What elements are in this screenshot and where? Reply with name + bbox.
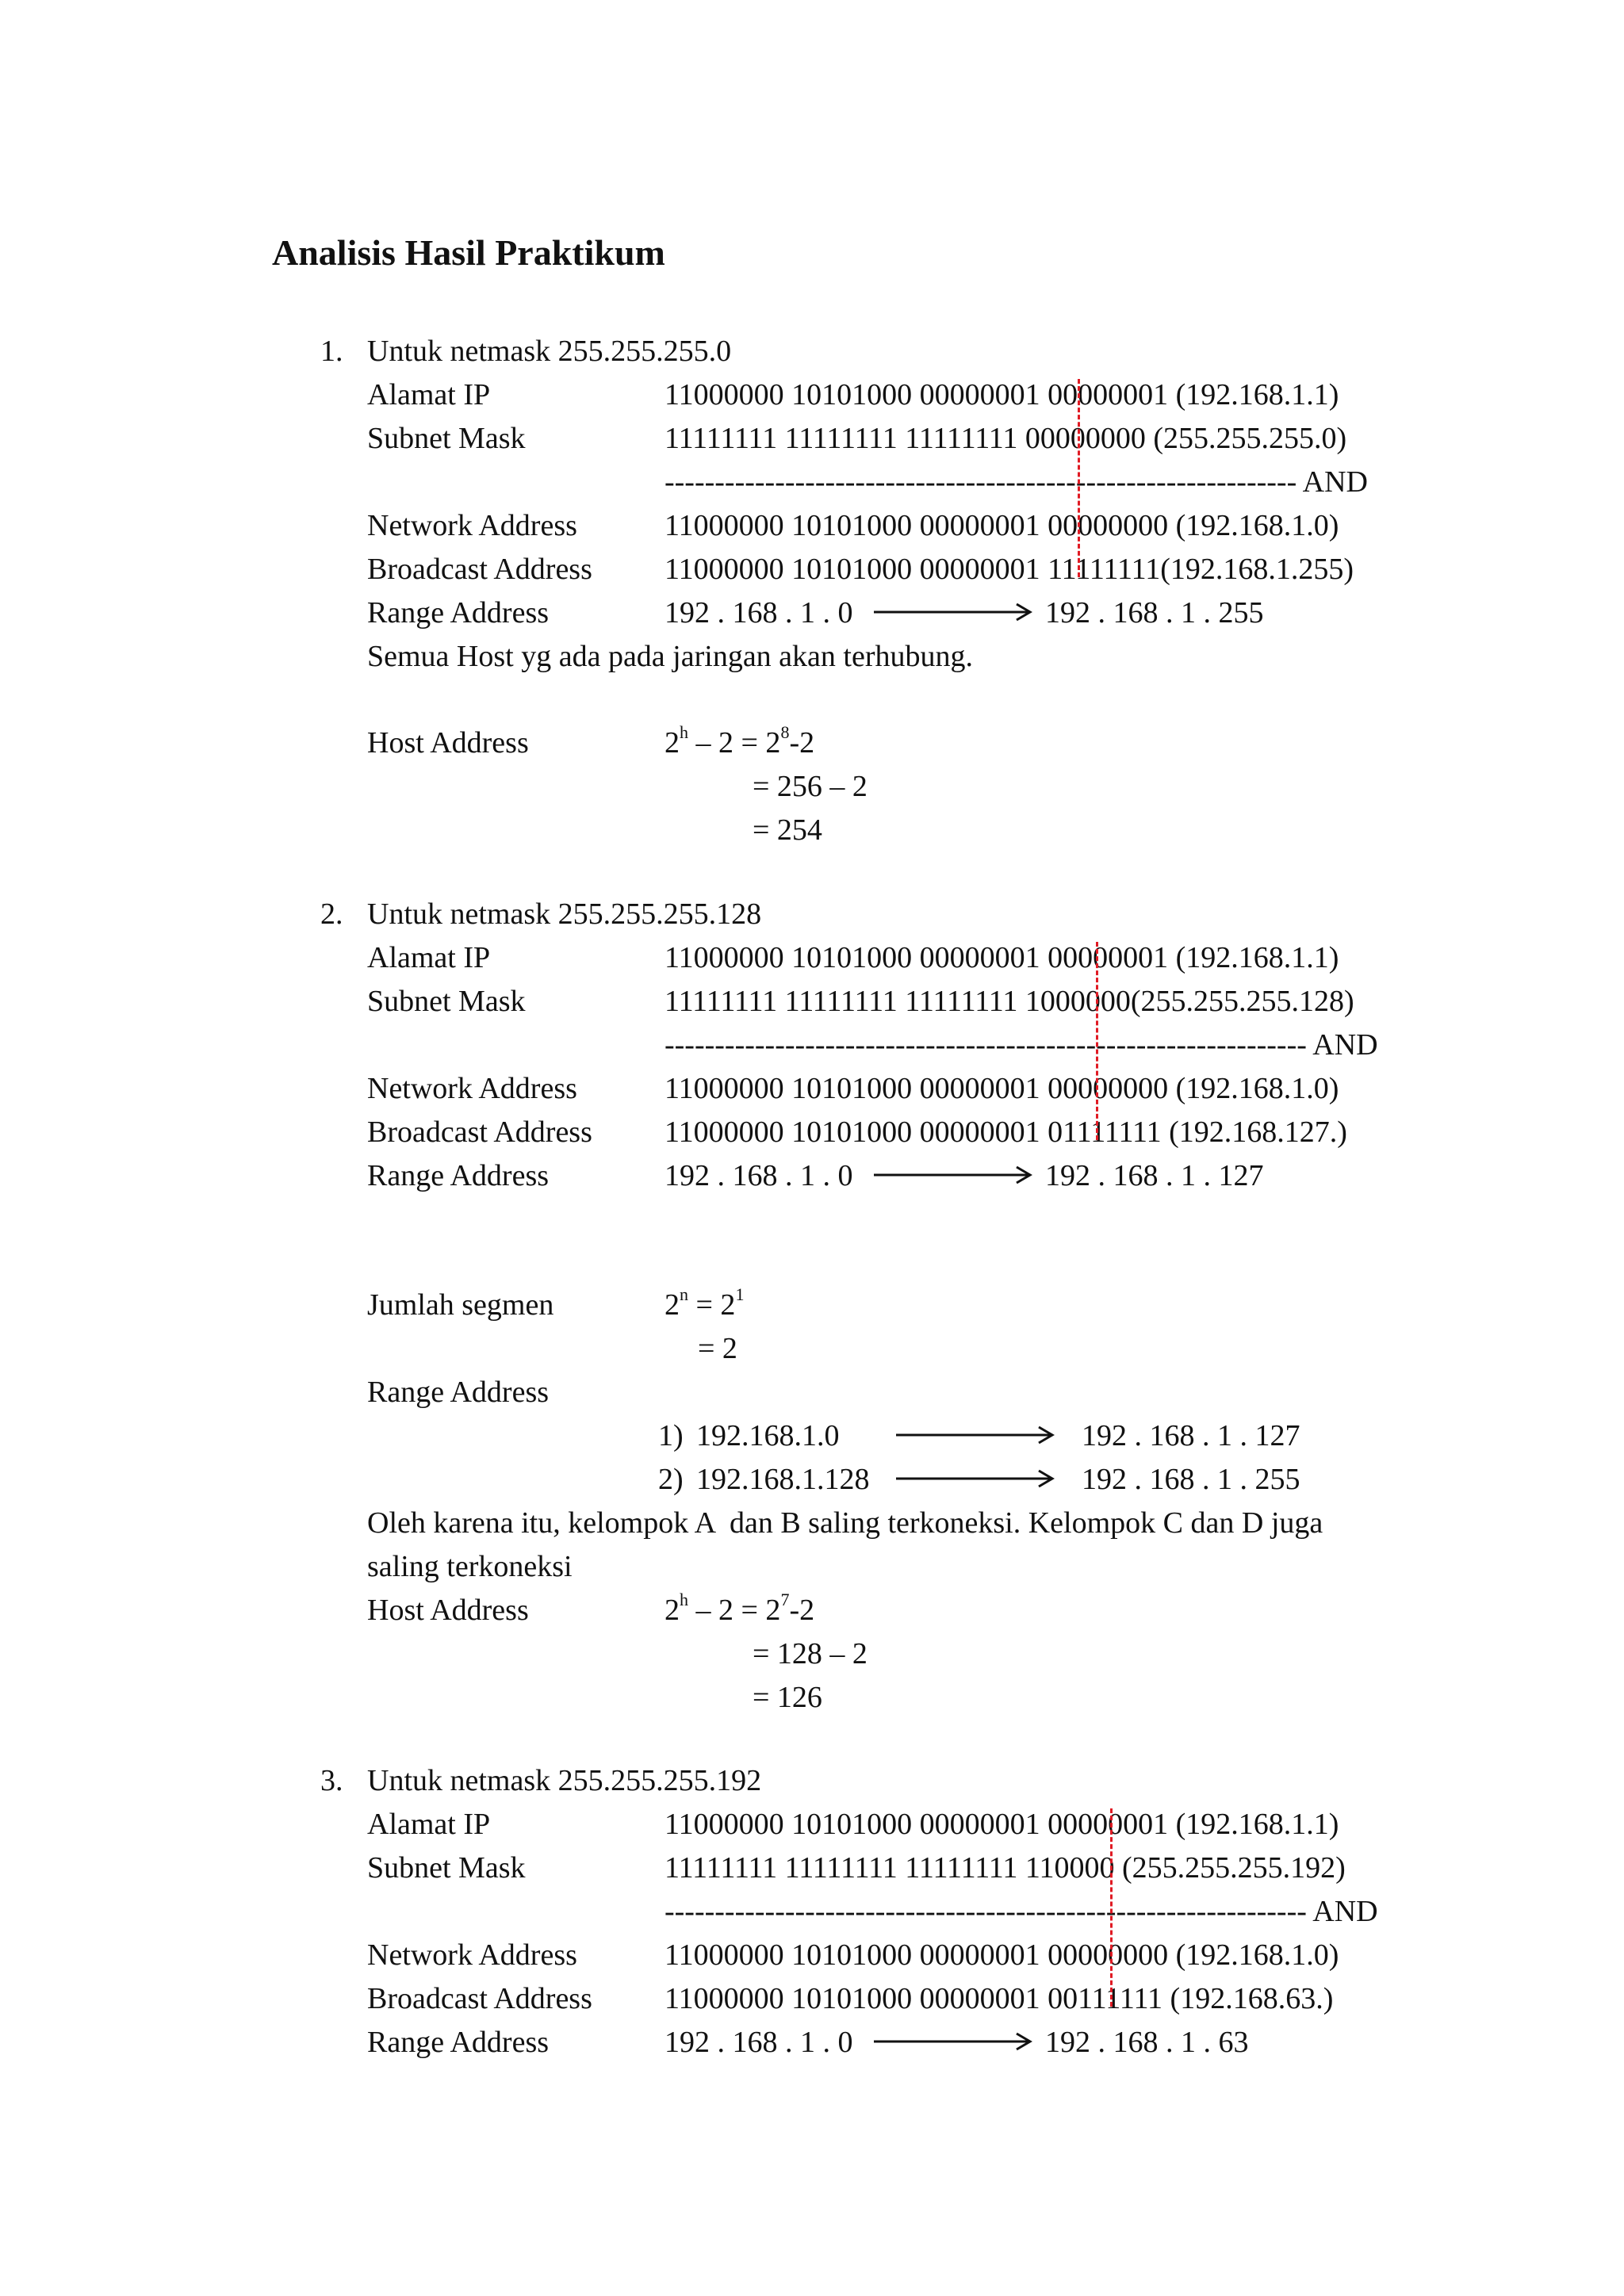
- row-label: Broadcast Address: [367, 553, 592, 586]
- split-marker-line: [1078, 379, 1080, 577]
- range-label: Range Address: [367, 1159, 550, 1192]
- section-1-heading: Untuk netmask 255.255.255.0: [367, 335, 732, 368]
- row-value: 11111111 11111111 11111111 1000000(255.255.255.128): [665, 985, 1354, 1018]
- range-item-to: 192 . 168 . 1 . 255: [1082, 1463, 1300, 1496]
- section-3-number: 3.: [320, 1764, 343, 1797]
- range-to: 192 . 168 . 1 . 255: [1045, 596, 1264, 629]
- row-value: 11000000 10101000 00000001 00000001 (192.168.1.1): [665, 378, 1339, 411]
- split-marker-line: [1110, 1808, 1113, 2007]
- range-from: 192 . 168 . 1 . 0: [665, 1159, 853, 1192]
- range-label: Range Address: [367, 2026, 550, 2059]
- row-value: 11000000 10101000 00000001 00000000 (192.168.1.0): [665, 1072, 1339, 1105]
- range-item-number: 2): [658, 1463, 684, 1496]
- range-item-from: 192.168.1.0: [696, 1419, 840, 1452]
- and-divider-line: ---------------------------------------------------------------- AND: [665, 1895, 1378, 1928]
- row-value: 11000000 10101000 00000001 01111111 (192.168.127.): [665, 1115, 1347, 1149]
- range-from: 192 . 168 . 1 . 0: [665, 596, 853, 629]
- row-value: 11111111 11111111 11111111 00000000 (255.255.255.0): [665, 422, 1347, 455]
- range-list-label: Range Address: [367, 1376, 550, 1409]
- and-divider-line: ---------------------------------------------------------------- AND: [665, 1028, 1378, 1062]
- page-title: Analisis Hasil Praktikum: [272, 232, 665, 273]
- row-value: 11000000 10101000 00000001 00000001 (192.168.1.1): [665, 1808, 1339, 1841]
- host-formula: $2^h - 2 = 2^8-2$: [665, 722, 815, 760]
- row-label: Subnet Mask: [367, 422, 526, 455]
- row-label: Network Address: [367, 1938, 577, 1972]
- row-label: Subnet Mask: [367, 1851, 526, 1885]
- segment-formula: $2^n = 2^1$: [665, 1284, 745, 1322]
- range-item-number: 1): [658, 1419, 684, 1452]
- range-from: 192 . 168 . 1 . 0: [665, 2026, 853, 2059]
- segment-label: Jumlah segmen: [367, 1288, 554, 1322]
- range-item-to: 192 . 168 . 1 . 127: [1082, 1419, 1300, 1452]
- host-result: = 254: [753, 813, 822, 847]
- host-label: Host Address: [367, 726, 529, 760]
- section-note: Oleh karena itu, kelompok A dan B saling terkoneksi. Kelompok C dan D juga: [367, 1506, 1323, 1540]
- host-result: = 126: [753, 1681, 822, 1714]
- arrow-right-icon: [874, 603, 1032, 622]
- row-value: 11000000 10101000 00000001 00000000 (192.168.1.0): [665, 509, 1339, 542]
- section-note-continued: saling terkoneksi: [367, 1550, 573, 1583]
- and-divider-line: --------------------------------------------------------------- AND: [665, 465, 1368, 499]
- range-item-from: 192.168.1.128: [696, 1463, 870, 1496]
- arrow-right-icon: [896, 1425, 1055, 1445]
- row-label: Broadcast Address: [367, 1982, 592, 2015]
- section-1-number: 1.: [320, 335, 343, 368]
- row-label: Subnet Mask: [367, 985, 526, 1018]
- row-label: Alamat IP: [367, 941, 491, 974]
- section-2-heading: Untuk netmask 255.255.255.128: [367, 897, 762, 931]
- range-to: 192 . 168 . 1 . 63: [1045, 2026, 1249, 2059]
- row-value: 11000000 10101000 00000001 11111111(192.168.1.255): [665, 553, 1354, 586]
- section-note: Semua Host yg ada pada jaringan akan terhubung.: [367, 640, 973, 673]
- arrow-right-icon: [896, 1469, 1055, 1488]
- row-value: 11111111 11111111 11111111 110000 (255.255.255.192): [665, 1851, 1346, 1885]
- range-label: Range Address: [367, 596, 550, 629]
- row-label: Alamat IP: [367, 378, 491, 411]
- row-value: 11000000 10101000 00000001 00000000 (192.168.1.0): [665, 1938, 1339, 1972]
- arrow-right-icon: [874, 1165, 1032, 1184]
- arrow-right-icon: [874, 2032, 1032, 2051]
- host-step: = 256 – 2: [753, 770, 868, 803]
- host-label: Host Address: [367, 1594, 529, 1627]
- row-label: Network Address: [367, 509, 577, 542]
- row-label: Broadcast Address: [367, 1115, 592, 1149]
- row-label: Network Address: [367, 1072, 577, 1105]
- range-to: 192 . 168 . 1 . 127: [1045, 1159, 1264, 1192]
- host-formula: $2^h - 2 = 2^7-2$: [665, 1590, 815, 1627]
- split-marker-line: [1096, 942, 1098, 1140]
- row-label: Alamat IP: [367, 1808, 491, 1841]
- row-value: 11000000 10101000 00000001 00111111 (192.168.63.): [665, 1982, 1334, 2015]
- row-value: 11000000 10101000 00000001 00000001 (192.168.1.1): [665, 941, 1339, 974]
- section-2-number: 2.: [320, 897, 343, 931]
- host-step: = 128 – 2: [753, 1637, 868, 1670]
- segment-result: = 2: [698, 1332, 737, 1365]
- section-3-heading: Untuk netmask 255.255.255.192: [367, 1764, 762, 1797]
